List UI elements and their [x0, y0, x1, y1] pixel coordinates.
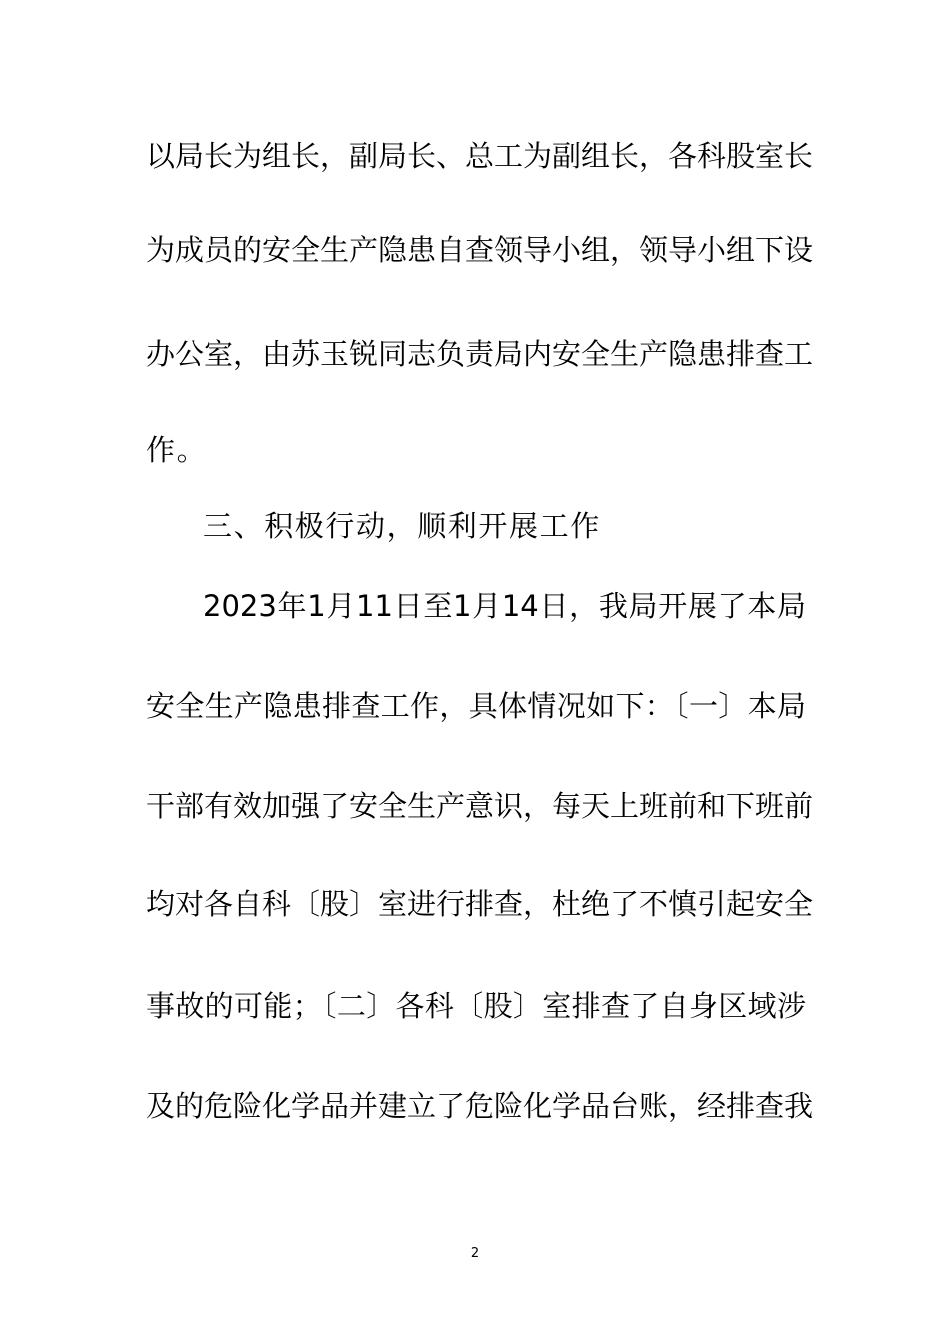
page-number: 2 [470, 1246, 480, 1261]
paragraph-line: 事故的可能；〔二〕各科〔股〕室排查了自身区域涉 [146, 989, 806, 1023]
paragraph-line: 及的危险化学品并建立了危险化学品台账，经排查我 [146, 1089, 814, 1123]
section-heading: 三、积极行动，顺利开展工作 [203, 509, 601, 543]
paragraph-line: 作。 [146, 433, 208, 467]
paragraph-line: 以局长为组长，副局长、总工为副组长，各科股室长 [146, 139, 814, 173]
paragraph-line: 办公室，由苏玉锐同志负责局内安全生产隐患排查工 [146, 337, 814, 371]
paragraph-line: 干部有效加强了安全生产意识，每天上班前和下班前 [146, 789, 814, 823]
paragraph-line: 2023年1月11日至1月14日，我局开展了本局 [203, 589, 806, 623]
paragraph-line: 安全生产隐患排查工作，具体情况如下：〔一〕本局 [146, 689, 806, 723]
paragraph-line: 为成员的安全生产隐患自查领导小组，领导小组下设 [146, 233, 814, 267]
paragraph-line: 均对各自科〔股〕室进行排查，杜绝了不慎引起安全 [146, 887, 814, 921]
